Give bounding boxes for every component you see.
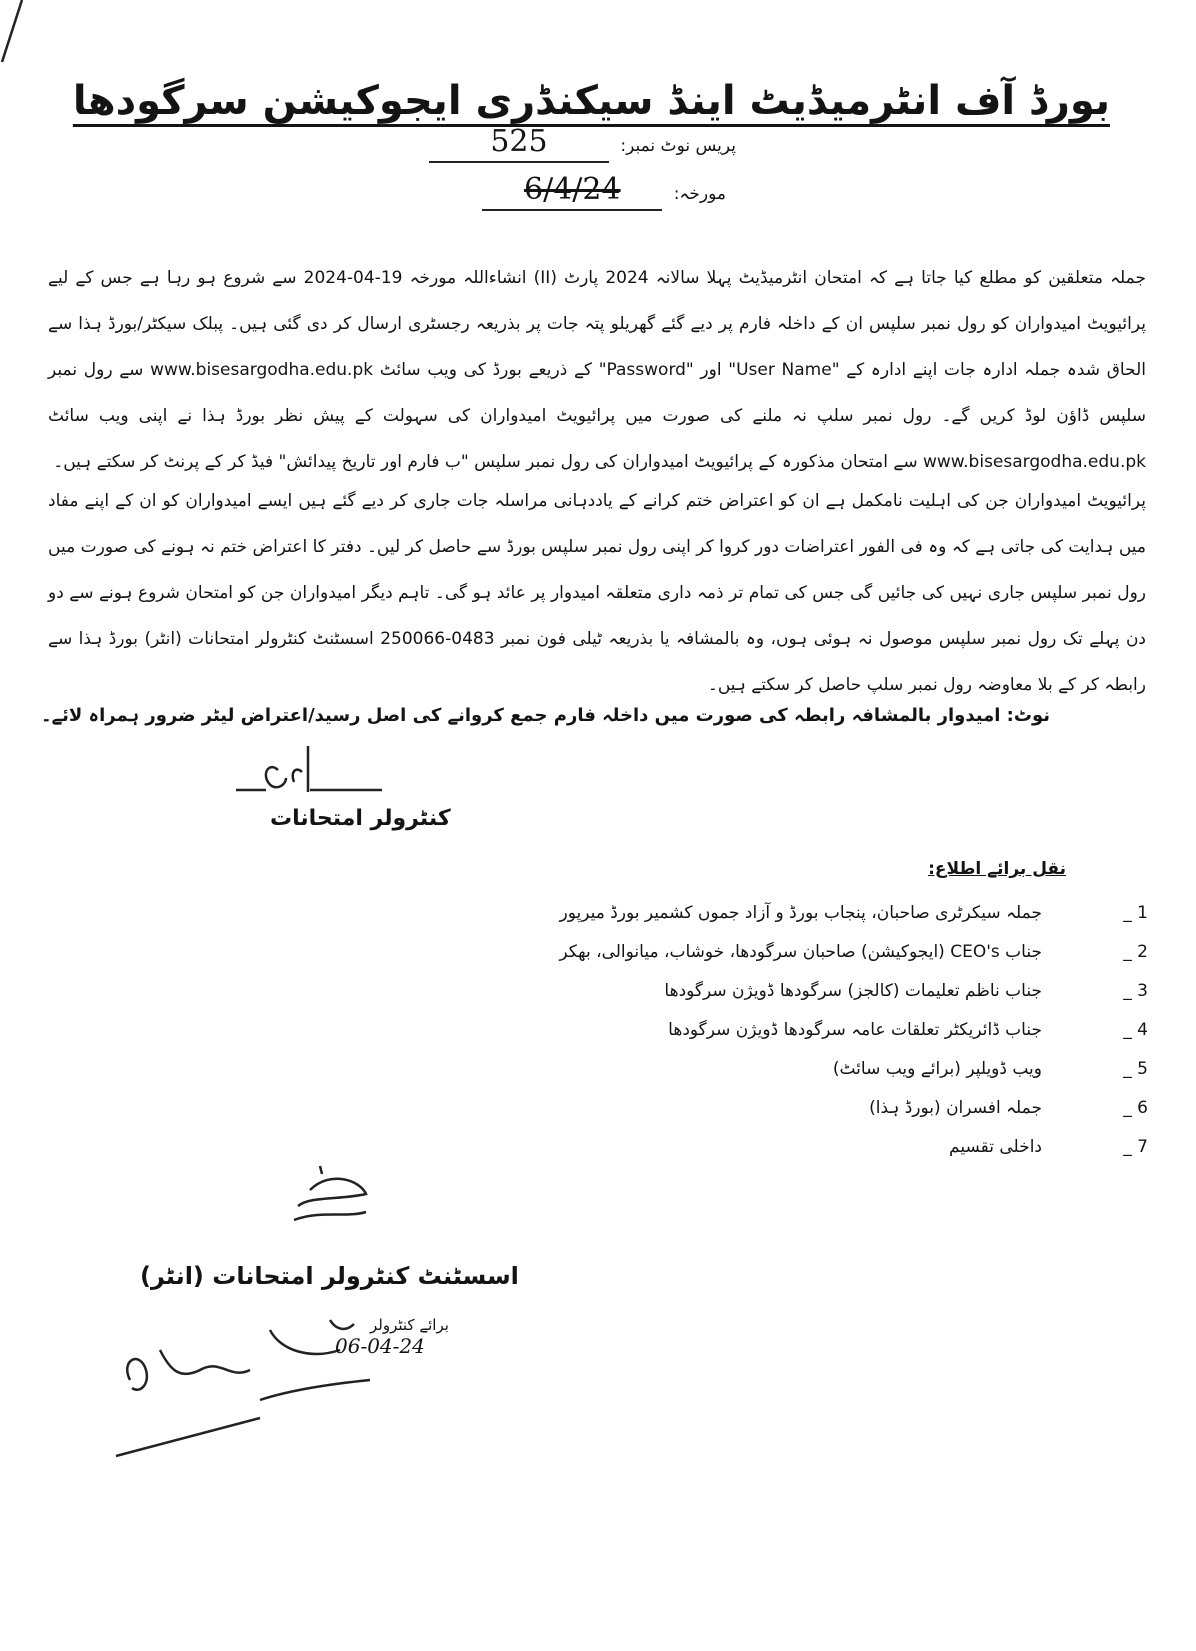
cc-item bbox=[428, 971, 1148, 1010]
date-row bbox=[482, 172, 726, 211]
cc-item bbox=[428, 1088, 1148, 1127]
cc-item bbox=[428, 1049, 1148, 1088]
cc-list bbox=[428, 893, 1148, 1166]
board-title: بورڈ آف انٹرمیڈیٹ اینڈ سیکنڈری ایجوکیشن سرگودھا bbox=[72, 78, 1110, 124]
handwritten-signature bbox=[110, 1310, 530, 1460]
cc-item-text: جناب ناظم تعلیمات (کالجز) سرگودھا ڈویژن سرگودھا bbox=[664, 980, 1042, 1001]
cc-item-number: _ 7 bbox=[1123, 1136, 1148, 1157]
cc-item bbox=[428, 1010, 1148, 1049]
controller-signature bbox=[232, 742, 412, 802]
cc-item bbox=[428, 932, 1148, 971]
press-note-label: پریس نوٹ نمبر: bbox=[620, 136, 736, 156]
note-text: نوٹ: امیدوار بالمشافہ رابطہ کی صورت میں داخلہ فارم جمع کروانے کی اصل رسید/اعتراض لیٹر ضرور ہمراہ لائے۔ bbox=[41, 705, 1050, 726]
announcement-paragraph-1: جملہ متعلقین کو مطلع کیا جاتا ہے کہ امتحان انٹرمیڈیٹ پہلا سالانہ 2024 پارٹ (II) انشاءاللہ مورخہ 19-04-2024 سے شروع ہو رہا ہے جس کے لیے پرائیویٹ امیدواران کو رول نمبر سلپس ان کے داخلہ فارم پر دیے گئے گھریلو پتہ جات پر بذریعہ رجسٹری ارسال کر دی گئی ہیں۔ پبلک سیکٹر/بورڈ ہذا سے الحاق شدہ جملہ ادارہ جات اپنے ادارہ کے "User Name" اور "Password" کے ذریعے بورڈ کی ویب سائٹ www.bisesargodha.edu.pk سے رول نمبر سلپس ڈاؤن لوڈ کریں گے۔ رول نمبر سلپ نہ ملنے کی صورت میں پرائیویٹ امیدواران کی سہولت کے پیش نظر بورڈ ہذا نے اپنی ویب سائٹ www.bisesargodha.edu.pk سے امتحان مذکورہ کے پرائیویٹ امیدواران کی رول نمبر سلپس "ب فارم اور تاریخ پیدائش" فیڈ کر کے پرنٹ کر سکتے ہیں۔ bbox=[48, 268, 1147, 472]
for-controller-text: برائے کنٹرولر bbox=[370, 1316, 449, 1334]
cc-item-text: جملہ سیکرٹری صاحبان، پنجاب بورڈ و آزاد جموں کشمیر بورڈ میرپور bbox=[559, 903, 1042, 923]
cc-item-text: جناب ڈائریکٹر تعلقات عامہ سرگودھا ڈویژن سرگودھا bbox=[668, 1020, 1042, 1040]
cc-item-number: _ 5 bbox=[1123, 1058, 1148, 1079]
cc-item bbox=[428, 893, 1148, 932]
handwritten-date: 06-04-24 bbox=[335, 1334, 425, 1358]
announcement-paragraph-2: پرائیویٹ امیدواران جن کی اہلیت نامکمل ہے ان کو اعتراض ختم کرانے کے یاددہانی مراسلہ جات جاری کر دیے گئے ہیں ایسے امیدواران کو ان کے اپنے مفاد میں ہدایت کی جاتی ہے کہ وہ فی الفور اعتراضات دور کروا کر اپنی رول نمبر سلپس بورڈ سے حاصل کر لیں۔ دفتر کا اعتراض ختم نہ ہونے کی صورت میں رول نمبر سلپس جاری نہیں کی جائیں گی جس کی تمام تر ذمہ داری متعلقہ امیدوار پر عائد ہو گی۔ تاہم دیگر امیدواران جن کو امتحان شروع ہونے سے دو دن پہلے تک رول نمبر سلپس موصول نہ ہوئی ہوں، وہ بالمشافہ یا بذریعہ ٹیلی فون نمبر 0483-250066 اسسٹنٹ کنٹرولر امتحانات (انٹر) بورڈ ہذا سے رابطہ کر کے بلا معاوضہ رول نمبر سلپ حاصل کر سکتے ہیں۔ bbox=[48, 491, 1147, 695]
cc-item-number: _ 2 bbox=[1123, 941, 1148, 962]
cc-item-text: داخلی تقسیم bbox=[949, 1136, 1042, 1157]
assistant-signature bbox=[270, 1160, 400, 1250]
cc-item-number: _ 3 bbox=[1123, 980, 1148, 1001]
cc-heading: نقل برائے اطلاع: bbox=[928, 859, 1066, 879]
scan-edge-mark bbox=[0, 0, 40, 70]
cc-item-text: جناب CEO's (ایجوکیشن) صاحبان سرگودھا، خوشاب، میانوالی، بھکر bbox=[559, 941, 1042, 962]
controller-title: کنٹرولر امتحانات bbox=[270, 806, 451, 831]
press-note-row bbox=[429, 124, 736, 163]
date-label: مورخہ: bbox=[673, 184, 726, 204]
assistant-controller-title: اسسٹنٹ کنٹرولر امتحانات (انٹر) bbox=[140, 1262, 519, 1290]
cc-item-text: ویب ڈویلپر (برائے ویب سائٹ) bbox=[832, 1059, 1042, 1079]
cc-item-number: _ 1 bbox=[1123, 902, 1148, 923]
date-value: 6/4/24 bbox=[482, 172, 662, 211]
cc-item-number: _ 4 bbox=[1123, 1019, 1148, 1040]
cc-item-number: _ 6 bbox=[1123, 1097, 1148, 1118]
cc-item bbox=[428, 1127, 1148, 1166]
press-note-number: 525 bbox=[429, 124, 609, 163]
cc-item-text: جملہ افسران (بورڈ ہذا) bbox=[869, 1098, 1042, 1118]
